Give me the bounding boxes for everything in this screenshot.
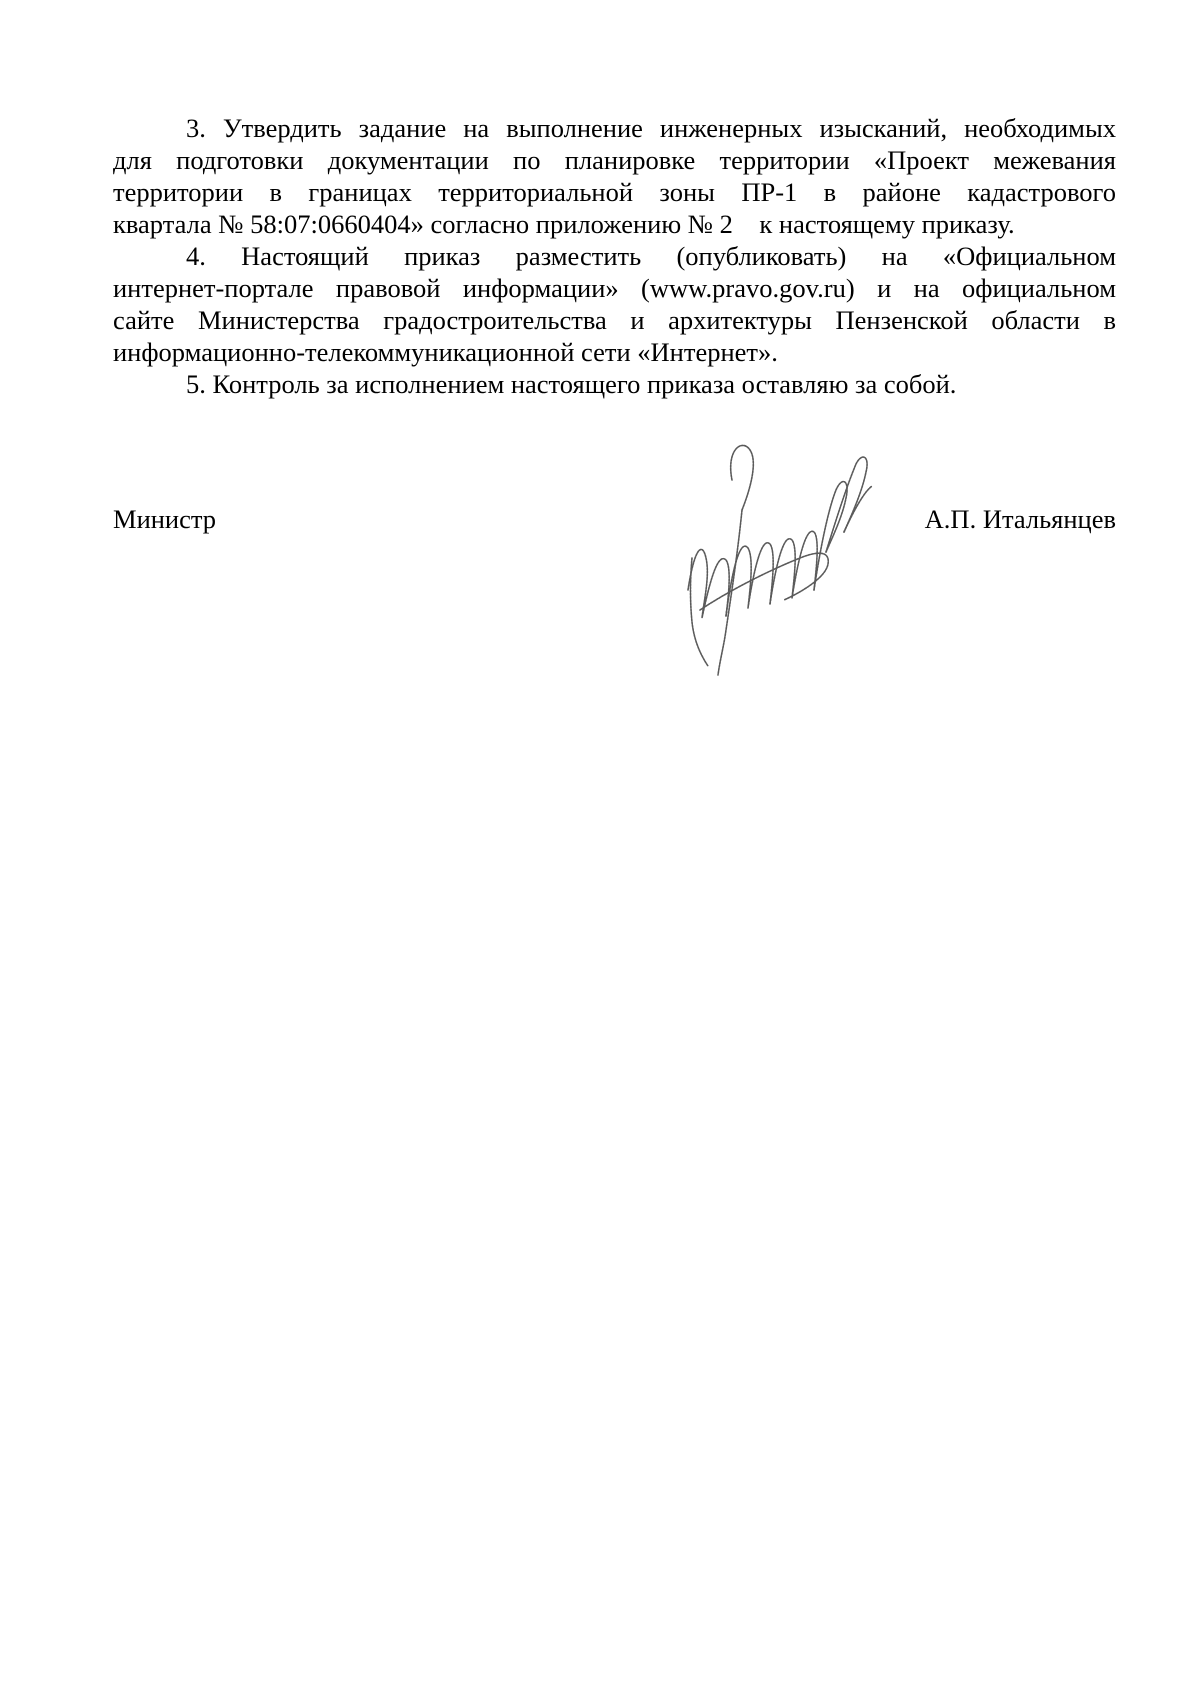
signatory-position: Министр bbox=[113, 504, 217, 534]
paragraph-line: квартала № 58:07:0660404» согласно приложению № 2 к настоящему приказу. bbox=[113, 209, 1015, 239]
paragraph-line: интернет-портале правовой информации» (www.pravo.gov.ru) и на официальном bbox=[113, 273, 1116, 303]
paragraph-5 bbox=[113, 368, 1116, 400]
paragraph-line: для подготовки документации по планировке территории «Проект межевания bbox=[113, 145, 1116, 175]
paragraph-4 bbox=[113, 240, 1116, 368]
paragraph-3 bbox=[113, 112, 1116, 240]
paragraph-line: территории в границах территориальной зоны ПР-1 в районе кадастрового bbox=[113, 177, 1116, 207]
paragraph-line: 3. Утвердить задание на выполнение инженерных изысканий, необходимых bbox=[186, 113, 1116, 143]
signature-row bbox=[113, 503, 1116, 543]
handwritten-signature bbox=[680, 440, 880, 685]
paragraph-line: сайте Министерства градостроительства и архитектуры Пензенской области в bbox=[113, 305, 1116, 335]
paragraph-line: 4. Настоящий приказ разместить (опубликовать) на «Официальном bbox=[186, 241, 1116, 271]
document-body bbox=[113, 112, 1116, 400]
signatory-name: А.П. Итальянцев bbox=[924, 504, 1116, 534]
paragraph-line: информационно-телекоммуникационной сети «Интернет». bbox=[113, 337, 778, 367]
paragraph-line: 5. Контроль за исполнением настоящего приказа оставляю за собой. bbox=[186, 369, 957, 399]
